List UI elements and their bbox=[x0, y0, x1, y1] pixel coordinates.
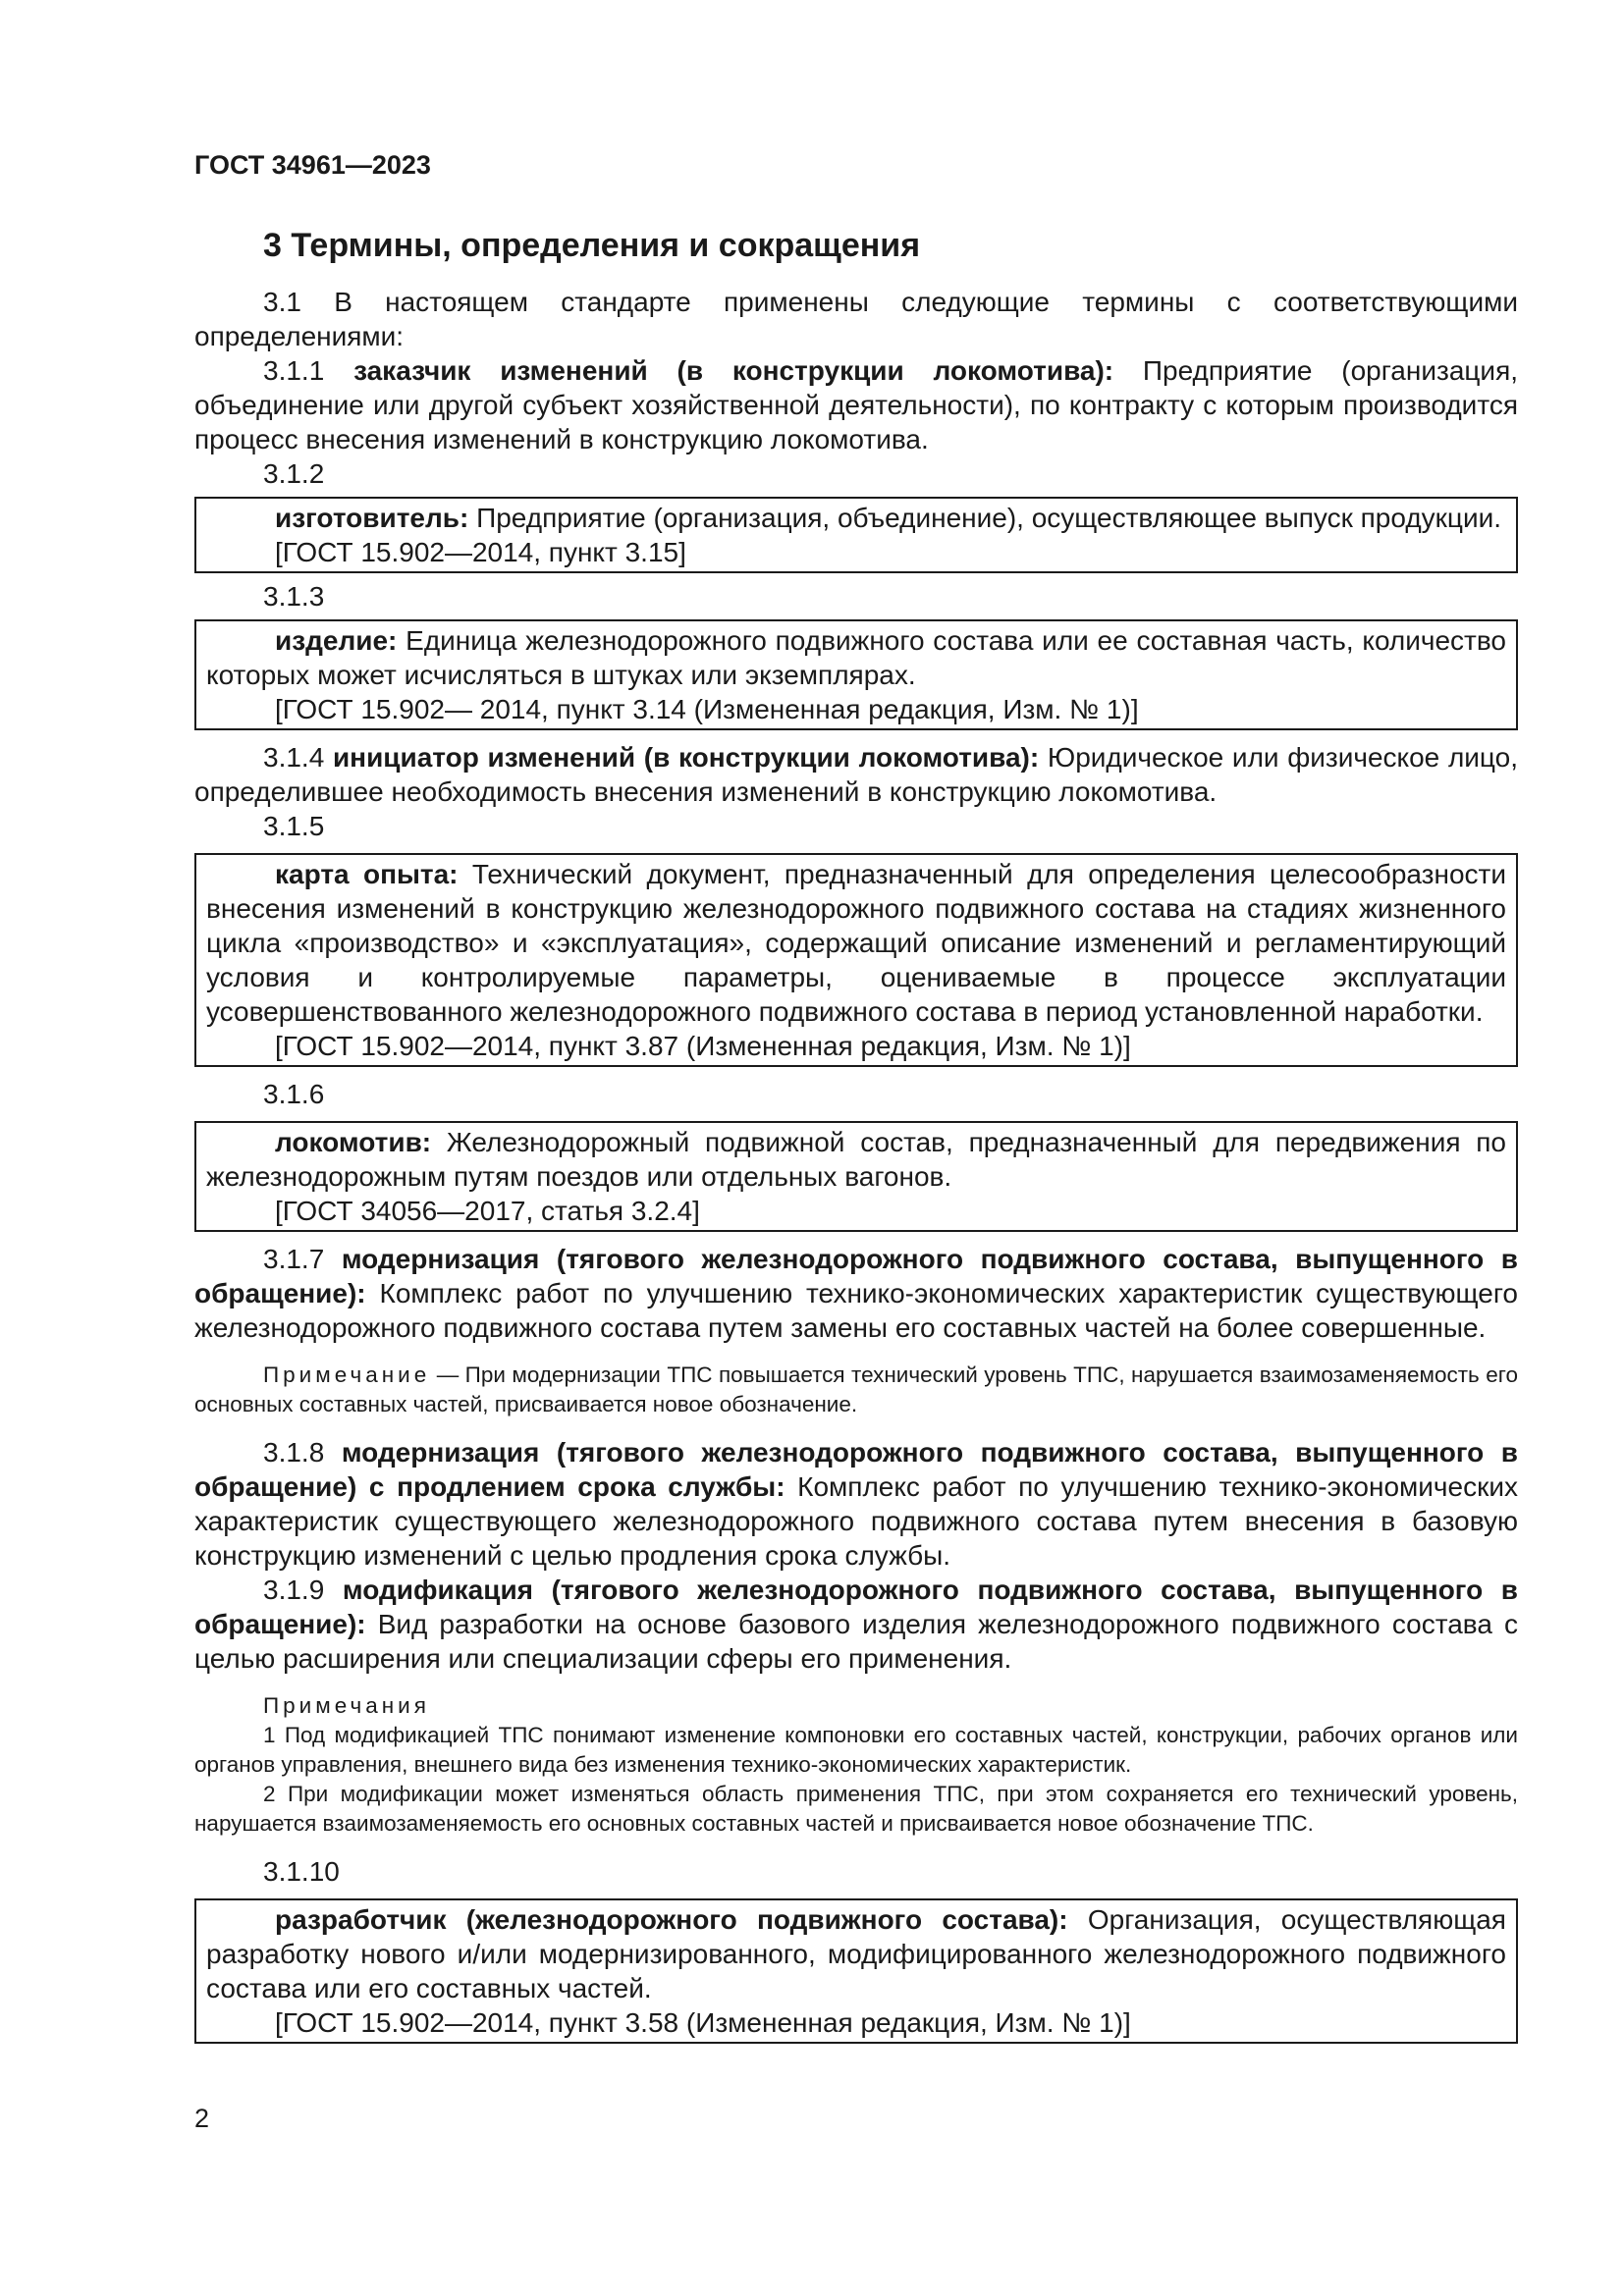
term-box-3-1-5 bbox=[194, 853, 1518, 1067]
term-box-3-1-10 bbox=[194, 1898, 1518, 2044]
term-3-1-9: 3.1.9 модификация (тягового железнодорожного подвижного состава, выпущенного в обращение): Вид разработки на основе базового изделия железнодорожного подвижного состава с целью расширения или специализации сферы его применения. bbox=[194, 1575, 1519, 1674]
document-body bbox=[194, 285, 1518, 2044]
term-title: локомотив: bbox=[275, 1127, 432, 1157]
term-3-1-8: 3.1.8 модернизация (тягового железнодорожного подвижного состава, выпущенного в обращение) с продлением срока службы: Комплекс работ по улучшению технико-экономических характеристик существующего железнодорожного подвижного состава путем внесения в базовую конструкцию изменений с целью продления срока службы. bbox=[194, 1437, 1519, 1571]
term-box-3-1-6 bbox=[194, 1121, 1518, 1232]
term-number-3-1-10: 3.1.10 bbox=[263, 1856, 340, 1887]
term-title: заказчик изменений (в конструкции локомотива): bbox=[353, 355, 1114, 386]
term-definition: Предприятие (организация, объединение или другой субъект хозяйственной деятельности), по контракту с которым производится процесс внесения изменений в конструкцию локомотива. bbox=[194, 355, 1519, 454]
note-text: — При модернизации ТПС повышается технический уровень ТПС, нарушается взаимозаменяемость его основных составных частей, присваивается новое обозначение. bbox=[194, 1362, 1518, 1416]
term-number-3-1-3: 3.1.3 bbox=[263, 581, 325, 612]
term-definition: Комплекс работ по улучшению технико-экономических характеристик существующего железнодорожного подвижного состава путем внесения в базовую конструкцию изменений с целью продления срока службы. bbox=[194, 1471, 1518, 1571]
term-definition: Технический документ, предназначенный для определения целесообразности внесения изменений в конструкцию железнодорожного подвижного состава на стадиях жизненного цикла «производство» и «эксплуатация», содержащий описание изменений и регламентирующий условия и контролируемые параметры, оцениваемые в процессе эксплуатации усовершенствованного железнодорожного подвижного состава в период установленной наработки. bbox=[206, 859, 1506, 1027]
term-reference: [ГОСТ 15.902—2014, пункт 3.87 (Измененная редакция, Изм. № 1)] bbox=[275, 1031, 1131, 1061]
term-title: карта опыта: bbox=[275, 859, 459, 889]
page-number: 2 bbox=[194, 2104, 210, 2133]
term-definition: Железнодорожный подвижной состав, предназначенный для передвижения по железнодорожным путям поездов или отдельных вагонов. bbox=[206, 1127, 1506, 1192]
term-reference: [ГОСТ 15.902—2014, пункт 3.58 (Измененная редакция, Изм. № 1)] bbox=[275, 2007, 1131, 2038]
term-definition: Комплекс работ по улучшению технико-экономических характеристик существующего железнодорожного подвижного состава путем замены его составных частей на более совершенные. bbox=[194, 1278, 1518, 1343]
term-3-1-7: 3.1.7 модернизация (тягового железнодорожного подвижного состава, выпущенного в обращение): Комплекс работ по улучшению технико-экономических характеристик существующего железнодорожного подвижного состава путем замены его составных частей на более совершенные. bbox=[194, 1244, 1519, 1343]
term-title: изготовитель: bbox=[275, 503, 469, 533]
note-label: Примечание bbox=[263, 1362, 431, 1387]
term-title: изделие: bbox=[275, 625, 398, 656]
term-reference: [ГОСТ 15.902— 2014, пункт 3.14 (Измененная редакция, Изм. № 1)] bbox=[275, 694, 1139, 724]
term-number-3-1-2: 3.1.2 bbox=[263, 458, 325, 489]
term-reference: [ГОСТ 34056—2017, статья 3.2.4] bbox=[275, 1196, 700, 1226]
note-1-3-1-9: 1 Под модификацией ТПС понимают изменение компоновки его составных частей, конструкции, рабочих органов или органов управления, внешнего вида без изменения технико-экономических характеристик. bbox=[194, 1723, 1518, 1777]
term-3-1-1: 3.1.1 заказчик изменений (в конструкции локомотива): Предприятие (организация, объединение или другой субъект хозяйственной деятельности), по контракту с которым производится процесс внесения изменений в конструкцию локомотива. bbox=[194, 355, 1519, 454]
term-box-3-1-3 bbox=[194, 619, 1518, 730]
notes-label-3-1-9: Примечания bbox=[263, 1693, 430, 1718]
term-reference: [ГОСТ 15.902—2014, пункт 3.15] bbox=[275, 537, 686, 567]
term-number-3-1-5: 3.1.5 bbox=[263, 811, 325, 841]
document-code: ГОСТ 34961—2023 bbox=[194, 150, 431, 180]
term-title: модификация (тягового железнодорожного подвижного состава, выпущенного в обращение): bbox=[194, 1575, 1519, 1639]
term-3-1-4: 3.1.4 инициатор изменений (в конструкции локомотива): Юридическое или физическое лицо, определившее необходимость внесения изменений в конструкцию локомотива. bbox=[194, 742, 1518, 807]
section-title: 3 Термины, определения и сокращения bbox=[263, 227, 921, 264]
term-title: разработчик (железнодорожного подвижного состава): bbox=[275, 1904, 1068, 1935]
term-title: модернизация (тягового железнодорожного подвижного состава, выпущенного в обращение) с продлением срока службы: bbox=[194, 1437, 1519, 1502]
term-number-3-1-6: 3.1.6 bbox=[263, 1079, 325, 1109]
term-box-3-1-2 bbox=[194, 497, 1518, 573]
note-2-3-1-9: 2 При модификации может изменяться область применения ТПС, при этом сохраняется его технический уровень, нарушается взаимозаменяемость его основных составных частей и присваивается новое обозначение ТПС. bbox=[194, 1782, 1518, 1836]
term-definition: Организация, осуществляющая разработку нового и/или модернизированного, модифицированного железнодорожного подвижного состава или его составных частей. bbox=[206, 1904, 1506, 2003]
term-definition: Предприятие (организация, объединение), осуществляющее выпуск продукции. bbox=[468, 503, 1502, 533]
term-title: модернизация (тягового железнодорожного подвижного состава, выпущенного в обращение): bbox=[194, 1244, 1519, 1308]
note-3-1-7 bbox=[194, 1361, 1518, 1419]
term-definition: Юридическое или физическое лицо, определившее необходимость внесения изменений в конструкцию локомотива. bbox=[194, 742, 1518, 807]
term-definition: Вид разработки на основе базового изделия железнодорожного подвижного состава с целью расширения или специализации сферы его применения. bbox=[194, 1609, 1518, 1674]
intro-paragraph: 3.1 В настоящем стандарте применены следующие термины с соответствующими определениями: bbox=[194, 287, 1518, 351]
term-title: инициатор изменений (в конструкции локомотива): bbox=[332, 742, 1040, 773]
term-definition: Единица железнодорожного подвижного состава или ее составная часть, количество которых может исчисляться в штуках или экземплярах. bbox=[206, 625, 1506, 690]
